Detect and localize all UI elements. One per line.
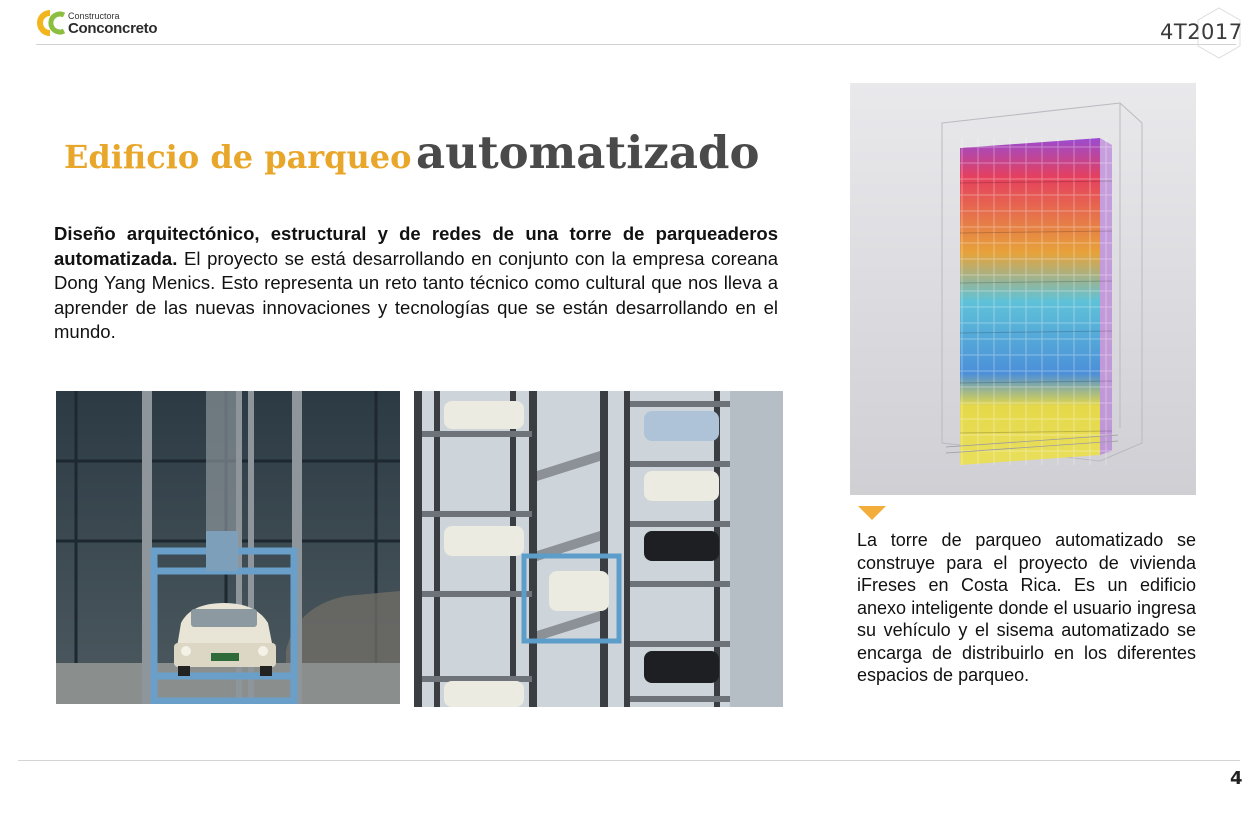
intro-rest: El proyecto se está desarrollando en conjunto con la empresa coreana Dong Yang Menics. Esto representa un reto tanto técnico como cultural que nos lleva a aprender de las nuevas innovaciones y tecnologías que se están desarrollando en el mundo. bbox=[54, 247, 778, 342]
logo-small-text: Constructora bbox=[68, 11, 120, 21]
logo-big-text: Conconcreto bbox=[68, 20, 158, 37]
parking-rack-photo bbox=[414, 391, 783, 707]
footer-divider bbox=[18, 760, 1240, 761]
header-divider bbox=[36, 44, 1236, 45]
conconcreto-logo-icon bbox=[36, 10, 70, 36]
quarter-label: 4T2017 bbox=[1160, 20, 1243, 44]
structure-model-image bbox=[850, 83, 1196, 495]
company-logo bbox=[36, 8, 176, 40]
side-description: La torre de parqueo automatizado se construye para el proyecto de vivienda iFreses en Costa Rica. Es un edificio anexo inteligente donde el usuario ingresa su vehículo y el sisema automatizado se encarga de distribuirlo en los diferentes espacios de parqueo. bbox=[857, 530, 1196, 685]
title-part-1: Edificio de parqueo bbox=[64, 138, 412, 176]
page-number: 4 bbox=[1230, 768, 1243, 789]
page-title bbox=[64, 126, 759, 179]
title-part-2: automatizado bbox=[415, 126, 760, 179]
intro-bold: Diseño arquitectónico, estructural y de redes de una torre de parqueaderos automatizada. bbox=[54, 223, 778, 269]
triangle-down-icon bbox=[858, 506, 886, 520]
intro-paragraph bbox=[54, 222, 778, 345]
car-lift-photo bbox=[56, 391, 400, 704]
